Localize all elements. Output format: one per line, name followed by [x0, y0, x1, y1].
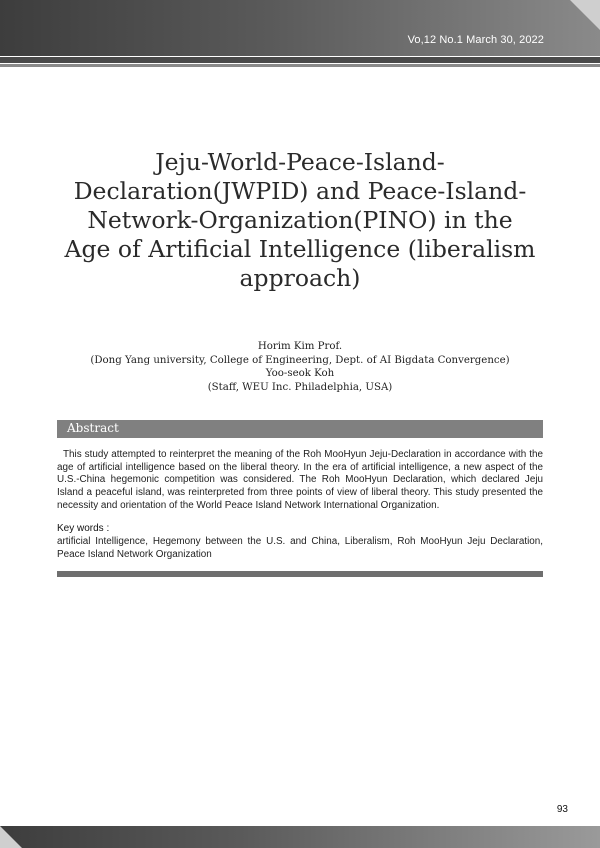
paper-title: [30, 148, 570, 293]
page-number: 93: [556, 804, 568, 815]
author-name: Horim Kim Prof.: [257, 341, 343, 352]
title-line: approach): [239, 264, 361, 292]
section-divider: [57, 571, 543, 577]
abstract-heading-bar: [57, 420, 543, 438]
title-line: Network-Organization(PINO) in the: [87, 206, 513, 234]
author-block: [30, 340, 570, 394]
footer-band: [0, 826, 600, 848]
author-affiliation: (Dong Yang university, College of Engineering, Dept. of AI Bigdata Convergence): [90, 354, 510, 366]
abstract-text: This study attempted to reinterpret the meaning of the Roh MooHyun Jeju-Declaration in accordance with the age of artificial intelligence based on the liberal theory. In the era of artificial intelligence, a new aspect of the U.S.-China hegemonic competition was considered. The Roh MooHyun Declaration, which declared Jeju Island a peaceful island, was reinterpreted from three points of view of liberal theory. This study presented the necessity and orientation of the World Peace Island Network International Organization.: [57, 449, 543, 511]
journal-info: Vo,12 No.1 March 30, 2022: [407, 34, 544, 46]
header-stripe: [0, 57, 600, 63]
header-stripe-light: [0, 64, 600, 67]
author-name: Yoo-seok Koh: [265, 368, 335, 379]
footer-corner-decoration: [0, 826, 22, 848]
header-corner-decoration: [570, 0, 600, 30]
header-band: [0, 0, 600, 56]
title-line: Age of Artificial Intelligence (liberalism: [64, 235, 536, 263]
title-line: Jeju-World-Peace-Island-: [155, 148, 445, 176]
author-affiliation: (Staff, WEU Inc. Philadelphia, USA): [207, 381, 393, 393]
abstract-heading: Abstract: [67, 421, 119, 435]
keywords-text: artificial Intelligence, Hegemony between the U.S. and China, Liberalism, Roh MooHyun Jeju Declaration, Peace Island Network Organization: [57, 536, 543, 560]
title-line: Declaration(JWPID) and Peace-Island-: [73, 177, 527, 205]
keywords-heading: Key words :: [57, 523, 110, 534]
